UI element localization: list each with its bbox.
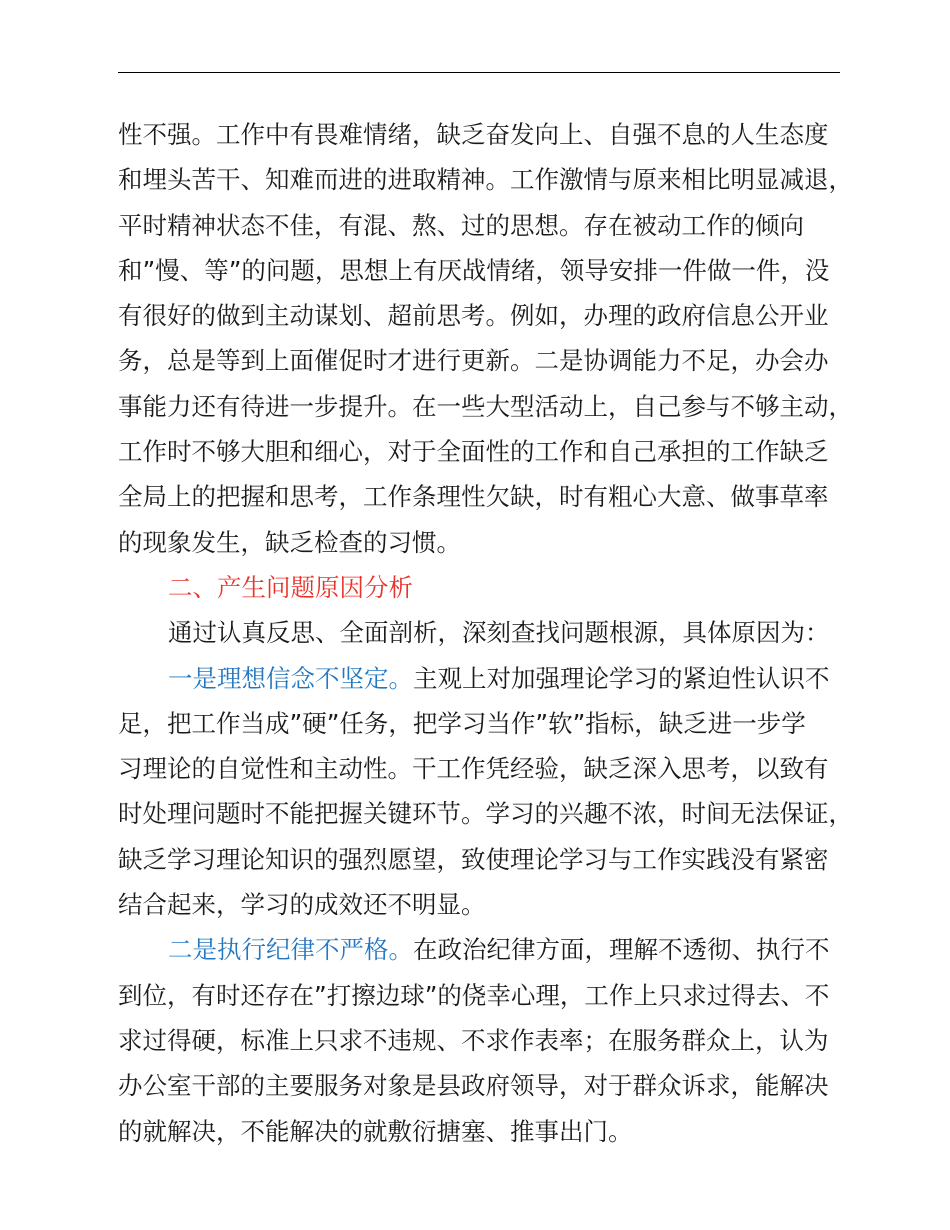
paragraph-line: 的就解决，不能解决的就敷衍搪塞、推事出门。 xyxy=(118,1116,633,1146)
document-body xyxy=(118,112,853,1154)
paragraph-line: 办公室干部的主要服务对象是县政府领导，对于群众诉求，能解决 xyxy=(118,1071,829,1101)
paragraph-line: 全局上的把握和思考，工作条理性欠缺，时有粗心大意、做事草率 xyxy=(118,482,829,512)
paragraph-line: 习理论的自觉性和主动性。干工作凭经验，缺乏深入思考，以致有 xyxy=(118,754,829,784)
paragraph-line: 和”慢、等”的问题，思想上有厌战情绪，领导安排一件做一件，没 xyxy=(118,255,830,285)
paragraph-line: 缺乏学习理论知识的强烈愿望，致使理论学习与工作实践没有紧密 xyxy=(118,844,829,874)
paragraph-line: 有很好的做到主动谋划、超前思考。例如，办理的政府信息公开业 xyxy=(118,301,829,331)
paragraph-line: 到位，有时还存在”打擦边球”的侥幸心理，工作上只求过得去、不 xyxy=(118,980,830,1010)
paragraph-line: 务，总是等到上面催促时才进行更新。二是协调能力不足，办会办 xyxy=(118,346,829,376)
point1-title: 一是理想信念不坚定。 xyxy=(168,663,413,693)
intro-line: 通过认真反思、全面剖析，深刻查找问题根源，具体原因为： xyxy=(168,618,830,648)
paragraph-line: 时处理问题时不能把握关键环节。学习的兴趣不浓，时间无法保证， xyxy=(118,799,853,829)
header-rule xyxy=(118,72,840,73)
paragraph-line: 足，把工作当成”硬”任务，把学习当作”软”指标，缺乏进一步学 xyxy=(118,708,806,738)
paragraph-line: 平时精神状态不佳，有混、熬、过的思想。存在被动工作的倾向 xyxy=(118,210,804,240)
point2-first-line xyxy=(118,927,853,972)
paragraph-line: 求过得硬，标准上只求不违规、不求作表率；在服务群众上，认为 xyxy=(118,1025,829,1055)
section-heading: 二、产生问题原因分析 xyxy=(168,572,413,602)
point2-text: 在政治纪律方面，理解不透彻、执行不 xyxy=(413,935,830,965)
point1-first-line xyxy=(118,656,853,701)
paragraph-line: 的现象发生，缺乏检查的习惯。 xyxy=(118,527,461,557)
point1-text: 主观上对加强理论学习的紧迫性认识不 xyxy=(413,663,830,693)
paragraph-line: 结合起来，学习的成效还不明显。 xyxy=(118,890,486,920)
paragraph-line: 事能力还有待进一步提升。在一些大型活动上，自己参与不够主动， xyxy=(118,391,853,421)
paragraph-line: 性不强。工作中有畏难情绪，缺乏奋发向上、自强不息的人生态度 xyxy=(118,120,829,149)
paragraph-line: 工作时不够大胆和细心，对于全面性的工作和自己承担的工作缺乏 xyxy=(118,437,829,467)
point2-title: 二是执行纪律不严格。 xyxy=(168,935,413,965)
paragraph-line: 和埋头苦干、知难而进的进取精神。工作激情与原来相比明显减退， xyxy=(118,165,853,195)
